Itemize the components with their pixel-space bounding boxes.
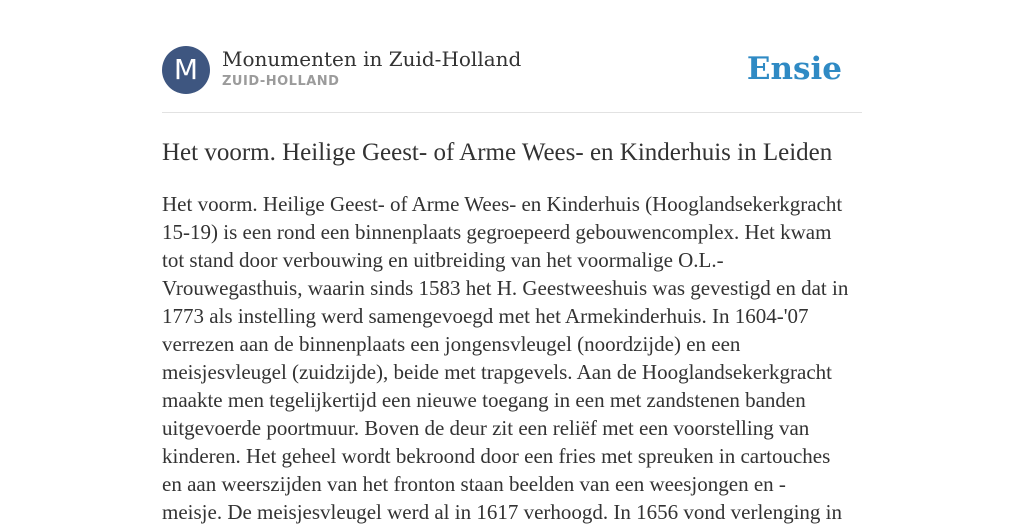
body-line: en aan weerszijden van het fronton staan beelden van een weesjongen en - [162, 472, 786, 496]
article-body [162, 190, 862, 526]
body-line: meisjesvleugel (zuidzijde), beide met trapgevels. Aan de Hooglandsekerkgracht [162, 360, 833, 384]
source-header [162, 46, 862, 96]
body-line: 15-19) is een rond een binnenplaats gegroepeerd gebouwencomplex. Het kwam [162, 220, 832, 244]
source-title[interactable]: Monumenten in Zuid-Holland [222, 47, 522, 71]
body-line: meisje. De meisjesvleugel werd al in 1617 verhoogd. In 1656 vond verlenging in [162, 500, 843, 524]
body-line: Vrouwegasthuis, waarin sinds 1583 het H. Geestweeshuis was gevestigd en dat in [162, 276, 849, 300]
body-line: Het voorm. Heilige Geest- of Arme Wees- en Kinderhuis (Hooglandsekerkgracht [162, 192, 843, 216]
body-line: verrezen aan de binnenplaats een jongensvleugel (noordzijde) en een [162, 332, 741, 356]
avatar[interactable]: M [162, 46, 210, 94]
body-line: maakte men tegelijkertijd een nieuwe toegang in een met zandstenen banden [162, 388, 806, 412]
article-card [162, 0, 862, 524]
article-title: Het voorm. Heilige Geest- of Arme Wees- en Kinderhuis in Leiden [162, 139, 833, 166]
body-line: uitgevoerde poortmuur. Boven de deur zit een reliëf met een voorstelling van [162, 416, 810, 440]
body-line: kinderen. Het geheel wordt bekroond door een fries met spreuken in cartouches [162, 444, 831, 468]
source-subtitle: ZUID-HOLLAND [222, 74, 340, 89]
body-line: tot stand door verbouwing en uitbreiding van het voormalige O.L.- [162, 248, 724, 272]
ensie-logo[interactable]: Ensie [746, 51, 842, 87]
body-line: 1773 als instelling werd samengevoegd met het Armekinderhuis. In 1604-'07 [162, 304, 809, 328]
divider [162, 112, 862, 113]
